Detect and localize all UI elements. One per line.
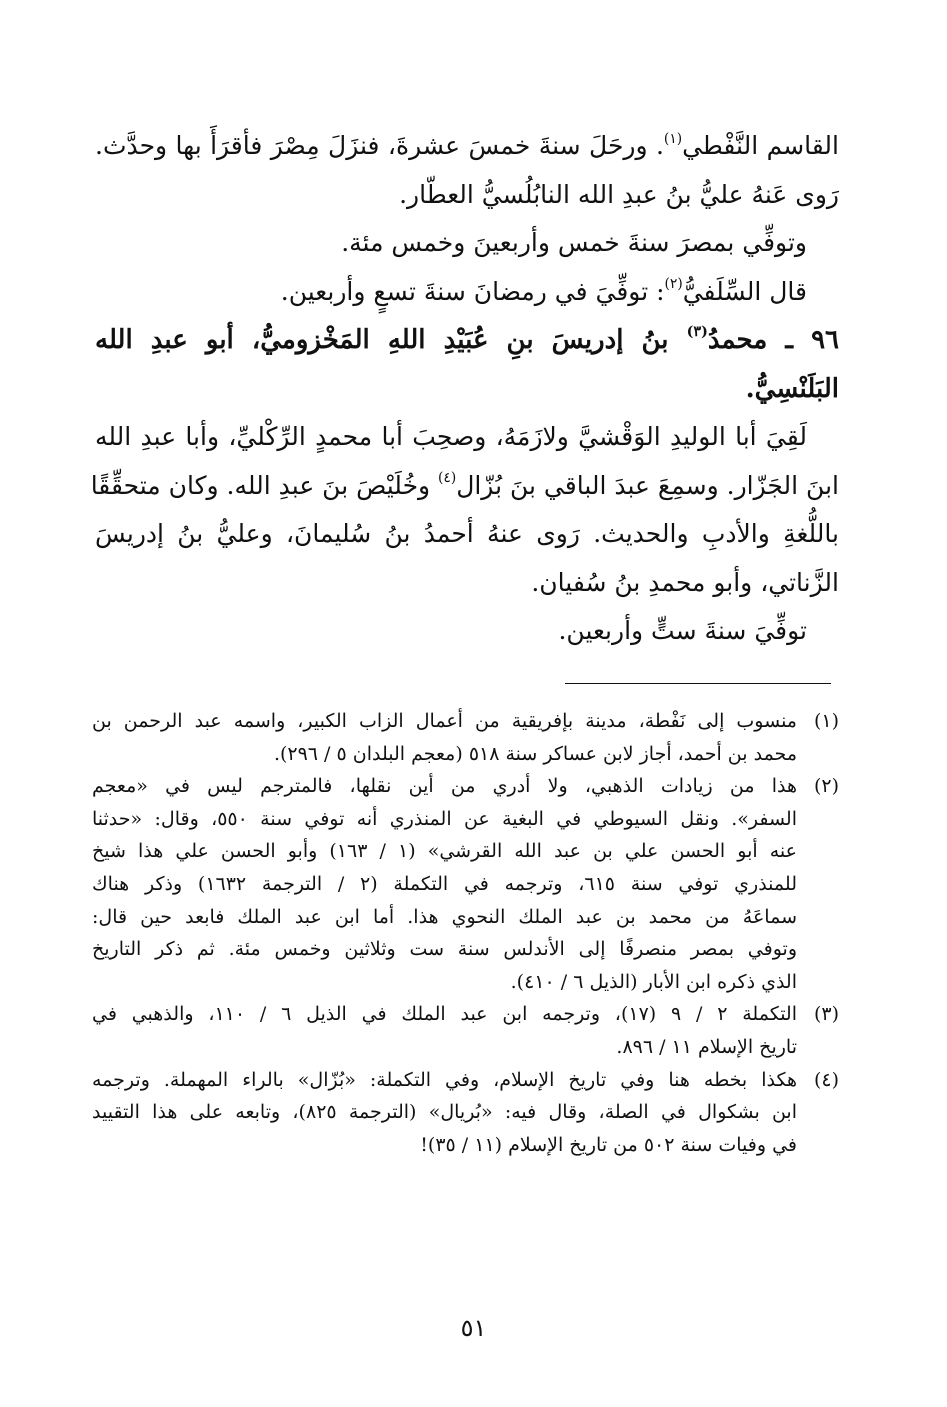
entry-heading-cont: البَلَنْسِيُّ.	[745, 373, 839, 404]
footnote	[92, 998, 839, 1063]
footnote-number: (٣)	[813, 1003, 839, 1026]
footnote-ref[interactable]: (٢)	[664, 276, 683, 293]
main-line: توفِّيَ سنةَ ستٍّ وأربعين.	[558, 616, 807, 645]
main-line: لَقِيَ أبا الوليدِ الوَقْشيَّ ولازَمَهُ، وصحِبَ أبا محمدٍ الرِّكْليِّ، وأبا عبدِ الله	[95, 422, 807, 451]
entry-number: ٩٦ ـ	[785, 325, 839, 355]
footnote-ref[interactable]: (١)	[663, 130, 683, 147]
footnote	[92, 705, 839, 770]
main-line: باللُّغةِ والأدبِ والحديث. رَوى عنهُ أحمدُ بنُ سُليمانَ، وعليُّ بنُ إدريسَ	[95, 519, 839, 548]
footnote-number: (٢)	[813, 775, 839, 798]
footnote-text: التكملة ٢ / ٩ (١٧)، وترجمه ابن عبد الملك في الذيل ٦ / ١١٠، والذهبي في تاريخ الإسلام ١١ / ٨٩٦.	[92, 1003, 797, 1058]
page-number: ٥١	[460, 1314, 487, 1342]
footnote-text: هذا من زيادات الذهبي، ولا أدري من أين نقلها، فالمترجم ليس في «معجم السفر». ونقل السيوطي في البغية عن المنذري أنه توفي سنة ٥٥٠، وقال: «حدثنا عنه أبو الحسن علي بن عبد الله القرشي» (١ / ١٦٣) وأبو الحسن علي هذا شيخ للمنذري توفي سنة ٦١٥، وترجمه في التكملة (٢ / الترجمة ١٦٣٢) وذكر هناك سماعَهُ من محمد بن عبد الملك النحوي هذا. أما ابن عبد الملك فابعد حين قال: وتوفي بمصر منصرفًا إلى الأندلس سنة ست وثلاثين وخمس مئة. ثم ذكر التاريخ الذي ذكره ابن الأبار (الذيل ٦ / ٤١٠).	[92, 775, 797, 993]
footnote-text: منسوب إلى نَفْطة، مدينة بإفريقية من أعمال الزاب الكبير، واسمه عبد الرحمن بن محمد بن أحمد، أجاز لابن عساكر سنة ٥١٨ (معجم البلدان ٥ / ٢٩٦).	[92, 710, 797, 765]
footnote-ref[interactable]: (٤)	[438, 470, 457, 487]
footnote-ref[interactable]: (٣)	[686, 324, 708, 341]
main-line: قال السِّلَفيُّ$^{(٢)}$: توفِّيَ في رمضانَ سنةَ تسعٍ وأربعين.	[280, 276, 807, 306]
footnote-text: هكذا بخطه هنا وفي تاريخ الإسلام، وفي التكملة: «بُزّال» بالراء المهملة. وترجمه ابن بشكوال في الصلة، وقال فيه: «بُريال» (الترجمة ٨٢٥)، وتابعه على هذا التقييد في وفيات سنة ٥٠٢ من تاريخ الإسلام (١١ / ٣٥)!	[92, 1068, 798, 1156]
footnotes	[92, 705, 839, 1161]
main-line: رَوى عَنهُ عليُّ بنُ عبدِ الله النابُلُسيُّ العطّار.	[399, 179, 839, 209]
main-line: ابنَ الجَزّار. وسمِعَ عبدَ الباقي بنَ بُزّال$^{(٤)}$ وخُلَيْصَ بنَ عبدِ الله. وكان متحقِّقًا	[90, 470, 839, 500]
footnote	[92, 1064, 839, 1162]
main-line: القاسم النَّفْطي$^{(١)}$. ورحَلَ سنةَ خمسَ عشرةَ، فنزَلَ مِصْرَ فأقرَأَ بها وحدَّث.	[95, 130, 839, 160]
footnote-separator	[565, 683, 831, 684]
footnote-number: (٤)	[813, 1068, 839, 1091]
footnote	[92, 770, 839, 998]
main-line: الزَّناتي، وأبو محمدِ بنُ سُفيان.	[531, 567, 839, 597]
entry-heading: ٩٦ ـ محمدُ$^{(٣)}$ بنُ إدريسَ بنِ عُبَيْدِ اللهِ المَخْزوميُّ، أبو عبدِ الله	[95, 324, 839, 355]
main-text	[90, 122, 839, 656]
main-line: وتوفِّي بمصرَ سنةَ خمس وأربعينَ وخمس مئة.	[341, 228, 807, 257]
footnote-number: (١)	[813, 710, 839, 732]
